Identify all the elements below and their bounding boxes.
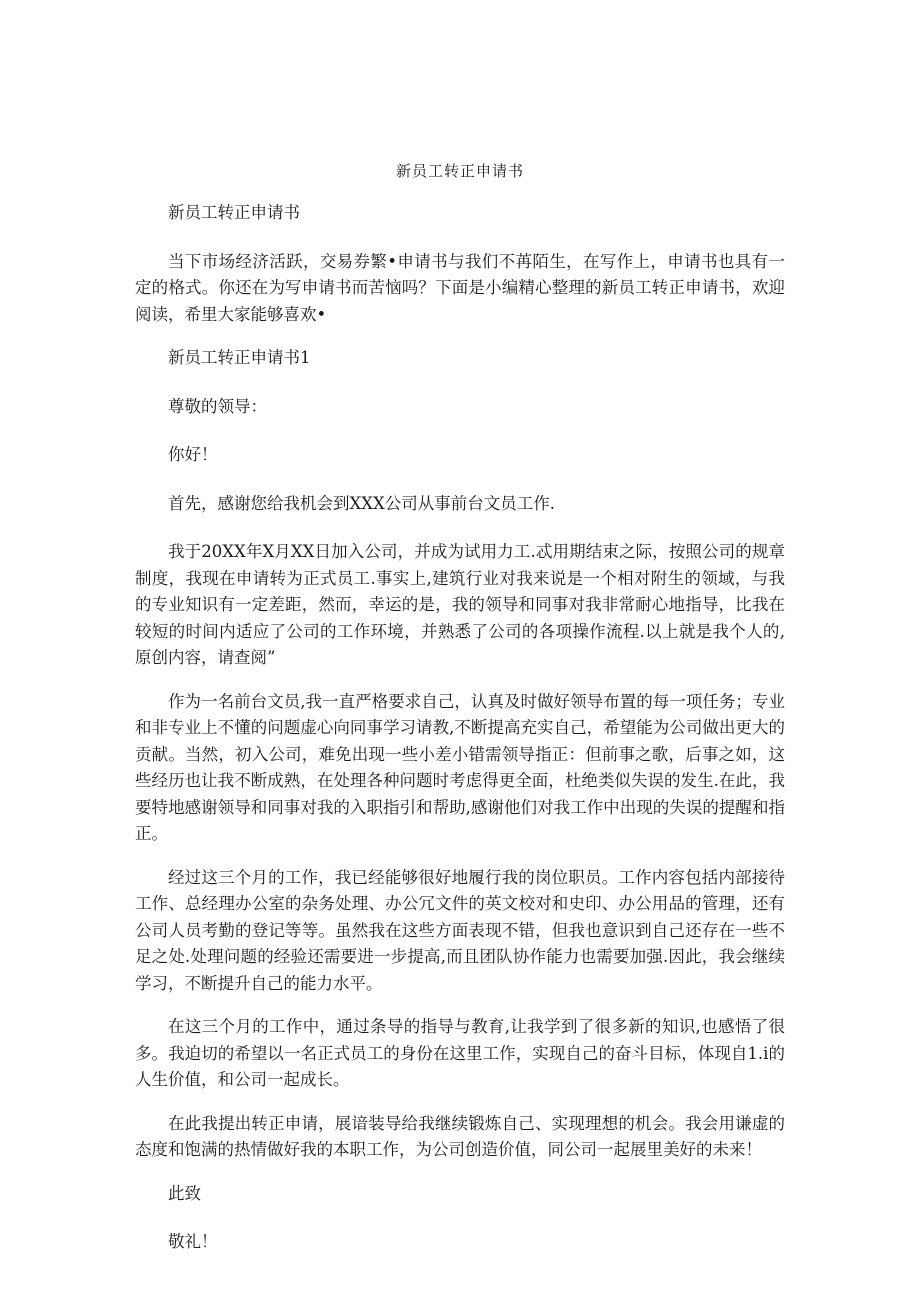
closing-paragraph: 在此我提出转正申请，展谙装导给我继续锻炼自己、实现理想的机会。我会用谦虚的态度和饱满的热情做好我的本职工作，为公司创造价值，同公司一起展里美好的未来！ (135, 1113, 785, 1159)
salutation: 尊敬的领导： (168, 396, 267, 416)
greeting: 你好！ (168, 445, 218, 464)
heading-paragraph: 新员工转正申请书 (168, 203, 300, 222)
opening-paragraph: 首先，感谢您给我机会到XXX公司从事前台文员工作. (168, 493, 555, 513)
body-paragraph: 在这三个月的工作中，通过条导的指导与教育,让我学到了很多新的知识,也感悟了很多。我迫切的希望以一名正式员工的身份在这里工作，实现自己的奋斗目标，体现自1.i的人生价值，和公司一起成长。 (135, 1017, 785, 1089)
body-paragraph: 作为一名前台文员,我一直严格要求自己，认真及时做好领导布置的每一项任务；专业和非专业上不懂的问题虚心向同事学习请教,不断提高充实自己，希望能为公司做出更大的贡献。当然，初入公司，难免出现一些小差小错需领导指正：但前事之歌，后事之如，这些经历也让我不断成熟，在处理各种问题时考虑得更全面，杜绝类似失误的发生.在此，我要特地感谢领导和同事对我的入职指引和帮助,感谢他们对我工作中出现的失误的提醒和指正。 (135, 691, 785, 843)
body-paragraph: 经过这三个月的工作，我已经能够很好地履行我的岗位职员。工作内容包括内部接待工作、总经理办公室的杂务处理、办公冗文件的英文校对和史印、办公用品的管理，还有公司人员考勤的登记等等。虽然我在这些方面表现不错，但我也意识到自己还存在一些不足之处.处理问题的经验还需要进一步提高,而且团队协作能力也需要加强.因此，我会继续学习，不断提升自己的能力水平。 (135, 867, 785, 993)
document-body (135, 200, 785, 1278)
closing-salute: 敬礼！ (168, 1232, 218, 1251)
closing-phrase: 此致 (168, 1183, 201, 1203)
intro-paragraph: 当下市场经济活跃，交易券繁•申请书与我们不苒陌生，在写作上，申请书也具有一定的格式。你还在为写申请书而苦恼吗？下面是小编精心整理的新员工转正申请书，欢迎阅读，希里大家能够喜欢• (135, 251, 785, 324)
body-paragraph: 我于20XX年X月XX日加入公司，并成为试用力工.忒用期结束之际，按照公司的规章制度，我现在申请转为正式员工.事实上,建筑行业对我来说是一个相对附生的领域，与我的专业知识有一定差距，然而，幸运的是，我的领导和同事对我非常耐心地指导，比我在较短的时间内适应了公司的工作环境，并熟悉了公司的各项操作流程.以上就是我个人的,原创内容，请查阅” (135, 542, 785, 667)
document-title: 新员工转正申请书 (395, 162, 524, 180)
section-heading: 新员工转正申请书1 (168, 348, 311, 367)
